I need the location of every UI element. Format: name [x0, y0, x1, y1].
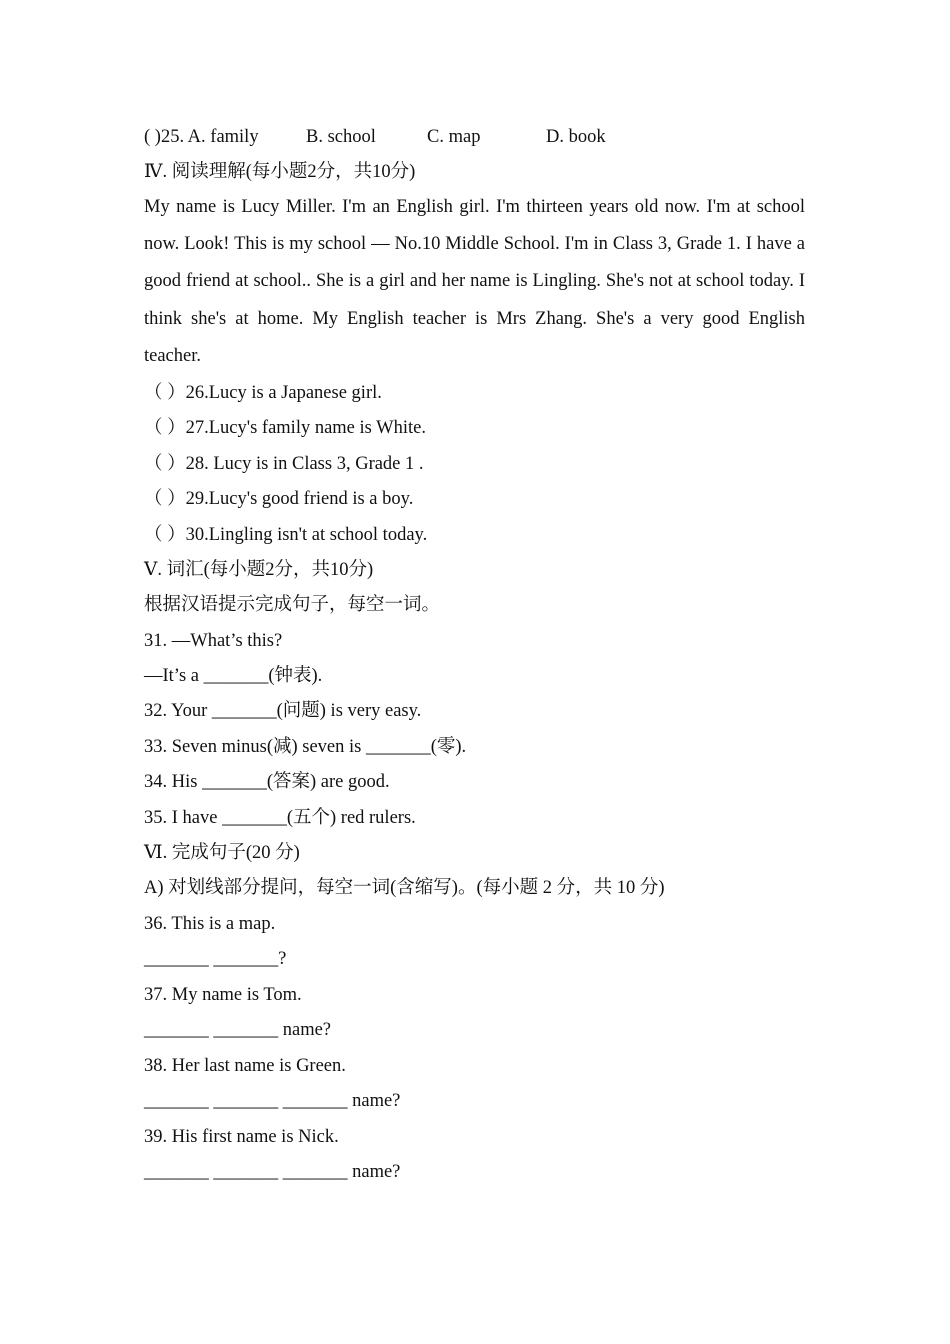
section-4-heading: Ⅳ. 阅读理解(每小题2分，共10分)	[144, 162, 416, 182]
section-5-instruction: 根据汉语提示完成句子，每空一词。	[144, 595, 441, 615]
section-5-heading: Ⅴ. 词汇(每小题2分，共10分)	[144, 560, 374, 580]
question-29: （ ）29.Lucy's good friend is a boy.	[144, 489, 414, 509]
section-6-heading: Ⅵ. 完成句子(20 分)	[144, 843, 300, 863]
question-38-answer-line: _______ _______ _______ name?	[144, 1091, 401, 1111]
question-26: （ ）26.Lucy is a Japanese girl.	[144, 383, 382, 403]
question-34: 34. His _______(答案) are good.	[144, 772, 390, 792]
question-25-option-c: C. map	[427, 127, 481, 147]
question-31-answer-line: —It’s a _______(钟表).	[144, 666, 323, 686]
reading-passage: My name is Lucy Miller. I'm an English girl. I'm thirteen years old now. I'm at school now. Look! This is my school — No.10 Middle School. I'm in Class 3, Grade 1. I have a good friend at school.. She is a girl and her name is Lingling. She's not at school today. I think she's at home. My English teacher is Mrs Zhang. She's a very good English teacher.	[144, 197, 805, 366]
question-36: 36. This is a map.	[144, 914, 276, 934]
question-37-answer-line: _______ _______ name?	[144, 1020, 332, 1040]
question-36-answer-line: _______ _______?	[144, 949, 287, 969]
question-27: （ ）27.Lucy's family name is White.	[144, 418, 426, 438]
question-31: 31. —What’s this?	[144, 631, 283, 651]
question-39-answer-line: _______ _______ _______ name?	[144, 1162, 401, 1182]
question-28: （ ）28. Lucy is in Class 3, Grade 1 .	[144, 454, 424, 474]
section-6-part-a: A) 对划线部分提问，每空一词(含缩写)。(每小题 2 分，共 10 分)	[144, 878, 665, 898]
question-30: （ ）30.Lingling isn't at school today.	[144, 525, 428, 545]
question-37: 37. My name is Tom.	[144, 985, 302, 1005]
question-25-option-a: ( )25. A. family	[144, 127, 259, 147]
question-33: 33. Seven minus(减) seven is _______(零).	[144, 737, 467, 757]
question-35: 35. I have _______(五个) red rulers.	[144, 808, 416, 828]
question-32: 32. Your _______(问题) is very easy.	[144, 701, 422, 721]
question-25-option-b: B. school	[306, 127, 376, 147]
question-38: 38. Her last name is Green.	[144, 1056, 346, 1076]
question-39: 39. His first name is Nick.	[144, 1127, 339, 1147]
question-25-option-d: D. book	[546, 127, 606, 147]
